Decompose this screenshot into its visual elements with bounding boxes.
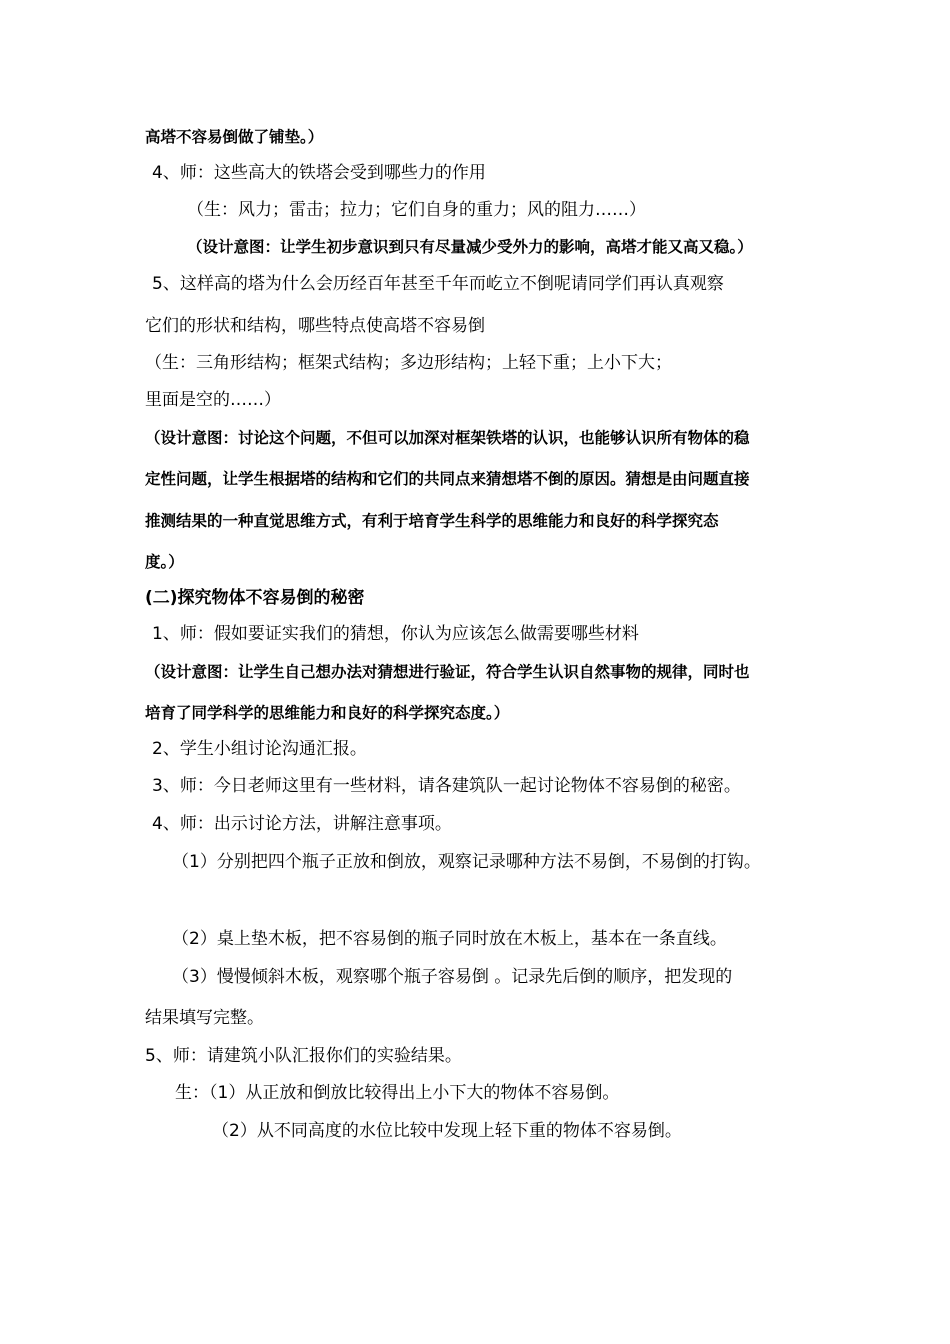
text-line: 1、师：假如要证实我们的猜想，你认为应该怎么做需要哪些材料 <box>152 624 639 644</box>
design-intent-note: 定性问题，让学生根据塔的结构和它们的共同点来猜想塔不倒的原因。猜想是由问题直接 <box>145 470 750 488</box>
text-line: （1）分别把四个瓶子正放和倒放，观察记录哪种方法不易倒，不易倒的打钩。 <box>172 852 761 872</box>
text-line: （生：三角形结构；框架式结构；多边形结构；上轻下重；上小下大； <box>145 353 672 373</box>
design-intent-note: 培育了同学科学的思维能力和良好的科学探究态度。） <box>145 704 510 722</box>
text-line: 5、这样高的塔为什么会历经百年甚至千年而屹立不倒呢请同学们再认真观察 <box>152 274 724 294</box>
design-intent-note: （设计意图：让学生自己想办法对猜想进行验证，符合学生认识自然事物的规律，同时也 <box>145 663 750 681</box>
text-line: 3、师：今日老师这里有一些材料，请各建筑队一起讨论物体不容易倒的秘密。 <box>152 776 741 796</box>
text-line: 2、学生小组讨论沟通汇报。 <box>152 739 367 759</box>
design-intent-note: 度。） <box>145 553 184 571</box>
design-intent-note: 推测结果的一种直觉思维方式，有利于培育学生科学的思维能力和良好的科学探究态 <box>145 512 719 530</box>
text-line: （2）从不同高度的水位比较中发现上轻下重的物体不容易倒。 <box>212 1121 682 1141</box>
text-line: 它们的形状和结构，哪些特点使高塔不容易倒 <box>145 316 485 336</box>
text-line: （生：风力；雷击；拉力；它们自身的重力；风的阻力……） <box>187 200 646 220</box>
text-line: 4、师：这些高大的铁塔会受到哪些力的作用 <box>152 163 486 183</box>
design-intent-note: （设计意图：让学生初步意识到只有尽量减少受外力的影响，高塔才能又高又稳。） <box>187 238 753 256</box>
text-line: 里面是空的……） <box>145 390 281 410</box>
text-line: 5、师：请建筑小队汇报你们的实验结果。 <box>145 1046 462 1066</box>
text-line: （2）桌上垫木板，把不容易倒的瓶子同时放在木板上，基本在一条直线。 <box>172 929 727 949</box>
text-line: 结果填写完整。 <box>145 1008 264 1028</box>
text-line: 生：（1）从正放和倒放比较得出上小下大的物体不容易倒。 <box>175 1083 620 1103</box>
design-intent-note: （设计意图：讨论这个问题，不但可以加深对框架铁塔的认识，也能够认识所有物体的稳 <box>145 429 750 447</box>
text-line: （3）慢慢倾斜木板，观察哪个瓶子容易倒 。记录先后倒的顺序，把发现的 <box>172 967 733 987</box>
text-line: 4、师：出示讨论方法，讲解注意事项。 <box>152 814 452 834</box>
section-heading: (二)探究物体不容易倒的秘密 <box>145 588 365 608</box>
text-line: 高塔不容易倒做了铺垫。） <box>145 128 324 146</box>
